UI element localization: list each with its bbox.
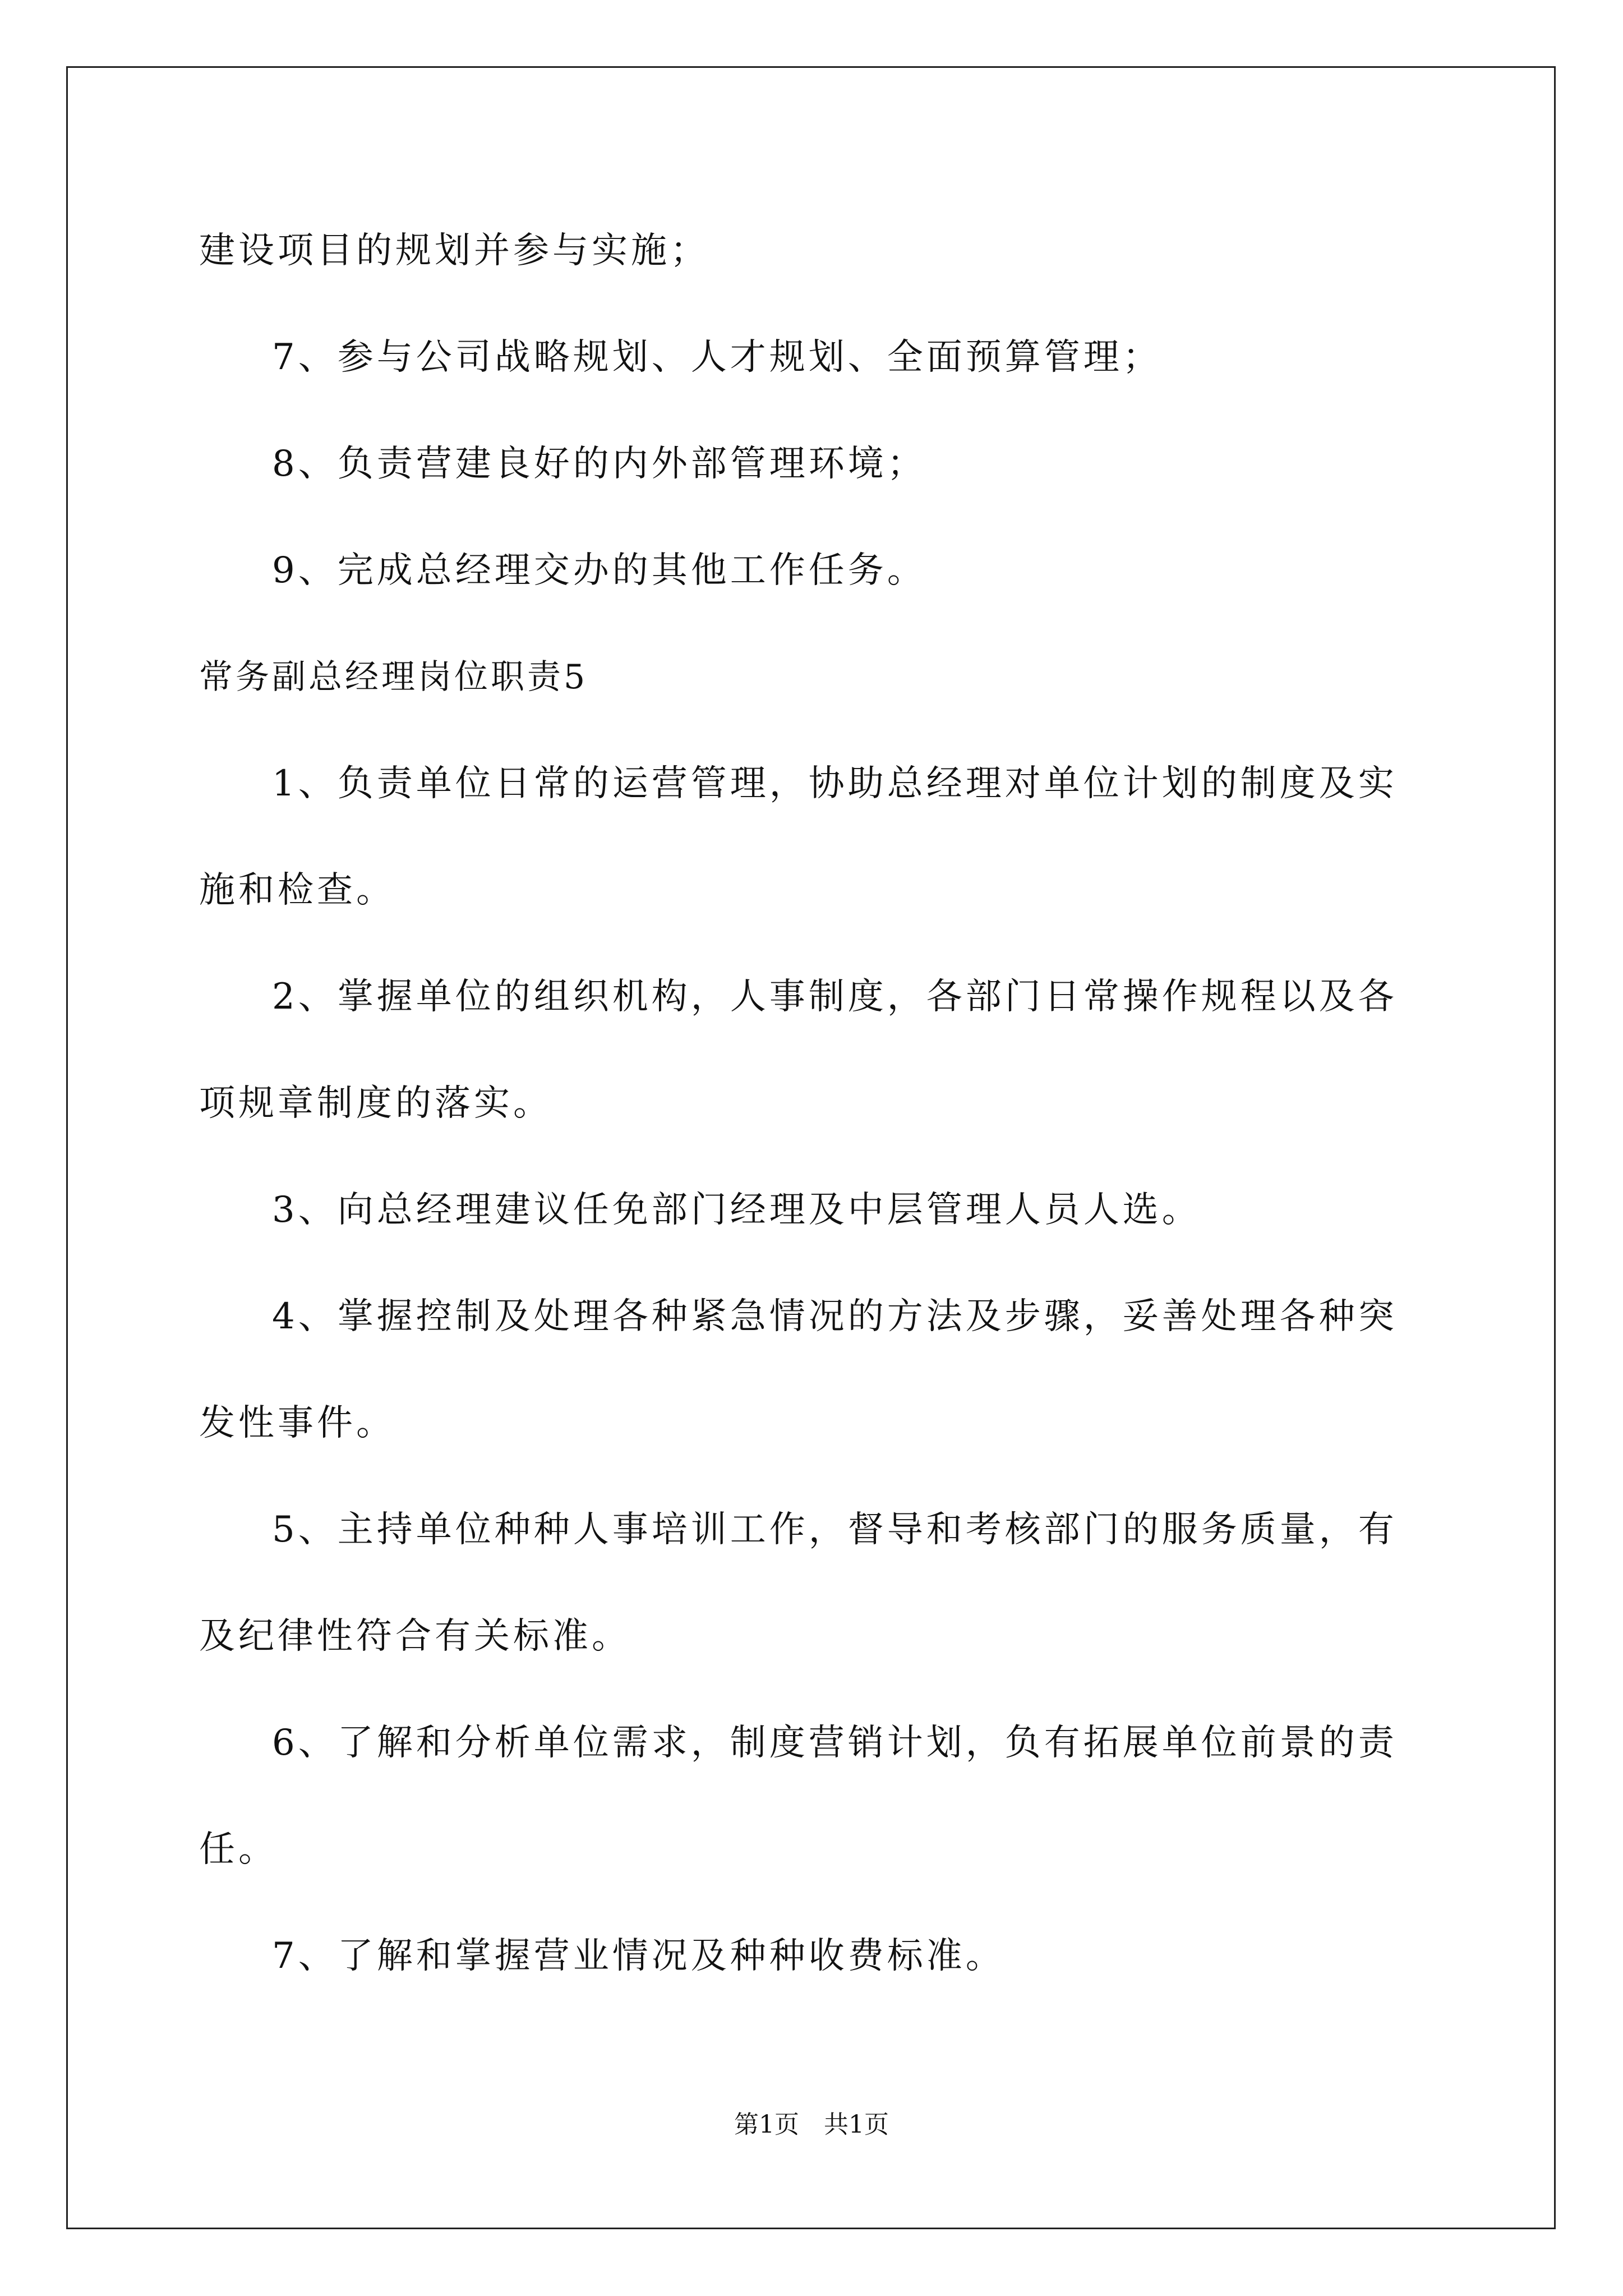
text-line: 5、主持单位种种人事培训工作，督导和考核部门的服务质量，有 [272,1509,1398,1550]
text-line: 3、向总经理建议任免部门经理及中层管理人员人选。 [272,1189,1201,1231]
text-line: 6、了解和分析单位需求，制度营销计划，负有拓展单位前景的责 [272,1722,1398,1764]
text-line: 7、了解和掌握营业情况及种种收费标准。 [272,1935,1005,1977]
text-line: 9、完成总经理交办的其他工作任务。 [272,550,926,591]
text-line: 项规章制度的落实。 [199,1083,552,1124]
text-line: 建设项目的规划并参与实施； [199,230,709,272]
page-footer: 第1页 共1页 [734,2110,889,2139]
text-line: 任。 [199,1829,278,1870]
text-line: 8、负责营建良好的内外部管理环境； [272,443,926,485]
text-line: 发性事件。 [199,1402,395,1444]
text-line: 1、负责单位日常的运营管理，协助总经理对单位计划的制度及实 [272,763,1398,804]
document-body [199,0,1433,2132]
text-line: 7、参与公司战略规划、人才规划、全面预算管理； [272,337,1162,378]
text-line: 施和检查。 [199,869,395,911]
text-line: 2、掌握单位的组织机构，人事制度，各部门日常操作规程以及各 [272,976,1398,1018]
section-heading: 常务副总经理岗位职责5 [199,657,588,697]
text-line: 4、掌握控制及处理各种紧急情况的方法及步骤，妥善处理各种突 [272,1296,1398,1337]
text-line: 及纪律性符合有关标准。 [199,1616,631,1657]
